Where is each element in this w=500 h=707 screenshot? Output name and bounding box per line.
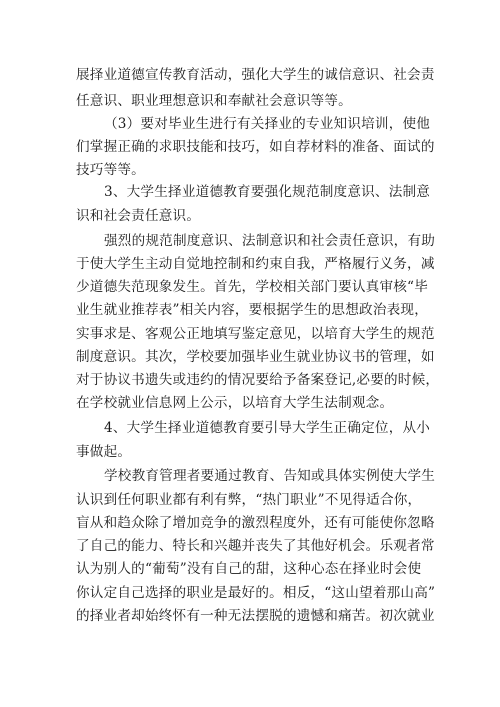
- text-line: 业生就业推荐表”相关内容，要根据学生的思想政治表现，: [76, 302, 428, 318]
- text-line: 3、大学生择业道德教育要强化规范制度意识、法制意: [104, 184, 431, 200]
- text-line: 技巧等等。: [76, 162, 145, 178]
- text-line: 识和社会责任意识。: [76, 208, 201, 224]
- text-line: 实事求是、客观公正地填写鉴定意见，以培育大学生的规范: [76, 326, 435, 342]
- text-line: 少道德失范现象发生。首先，学校相关部门要认真审核“毕: [76, 279, 428, 295]
- text-line: 任意识、职业理想意识和奉献社会意识等等。: [76, 93, 352, 109]
- text-line: 对于协议书遗失或违约的情况要给予备案登记,必要的时候，: [76, 372, 440, 388]
- text-line: 制度意识。其次，学校要加强毕业生就业协议书的管理，如: [76, 349, 435, 365]
- text-line: 展择业道德宣传教育活动，强化大学生的诚信意识、社会责: [76, 67, 435, 83]
- text-line: 认为别人的“葡萄”没有自己的甜，这种心态在择业时会使: [76, 561, 422, 577]
- text-line: 学校教育管理者要通过教育、告知或具体实例使大学生: [104, 468, 436, 484]
- text-line: 4、大学生择业道德教育要引导大学生正确定位，从小: [104, 420, 431, 436]
- text-line: 盲从和趋众除了增加竞争的激烈程度外，还有可能使你忽略: [76, 515, 435, 531]
- text-line: （3）要对毕业生进行有关择业的专业知识培训，使他: [104, 116, 431, 132]
- text-line: 事做起。: [76, 444, 132, 460]
- text-line: 了自己的能力、特长和兴趣并丧失了其他好机会。乐观者常: [76, 538, 435, 554]
- text-line: 的择业者却始终怀有一种无法摆脱的遗憾和痛苦。初次就业: [76, 608, 435, 624]
- text-line: 你认定自己选择的职业是最好的。相反，“这山望着那山高”: [76, 585, 436, 601]
- text-line: 们掌握正确的求职技能和技巧，如自荐材料的准备、面试的: [76, 139, 435, 155]
- text-line: 强烈的规范制度意识、法制意识和社会责任意识，有助: [104, 233, 436, 249]
- text-line: 在学校就业信息网上公示，以培育大学生法制观念。: [76, 395, 394, 411]
- text-line: 认识到任何职业都有利有弊，“热门职业”不见得适合你，: [76, 492, 422, 508]
- text-line: 于使大学生主动自觉地控制和约束自我，严格履行义务，减: [76, 256, 435, 272]
